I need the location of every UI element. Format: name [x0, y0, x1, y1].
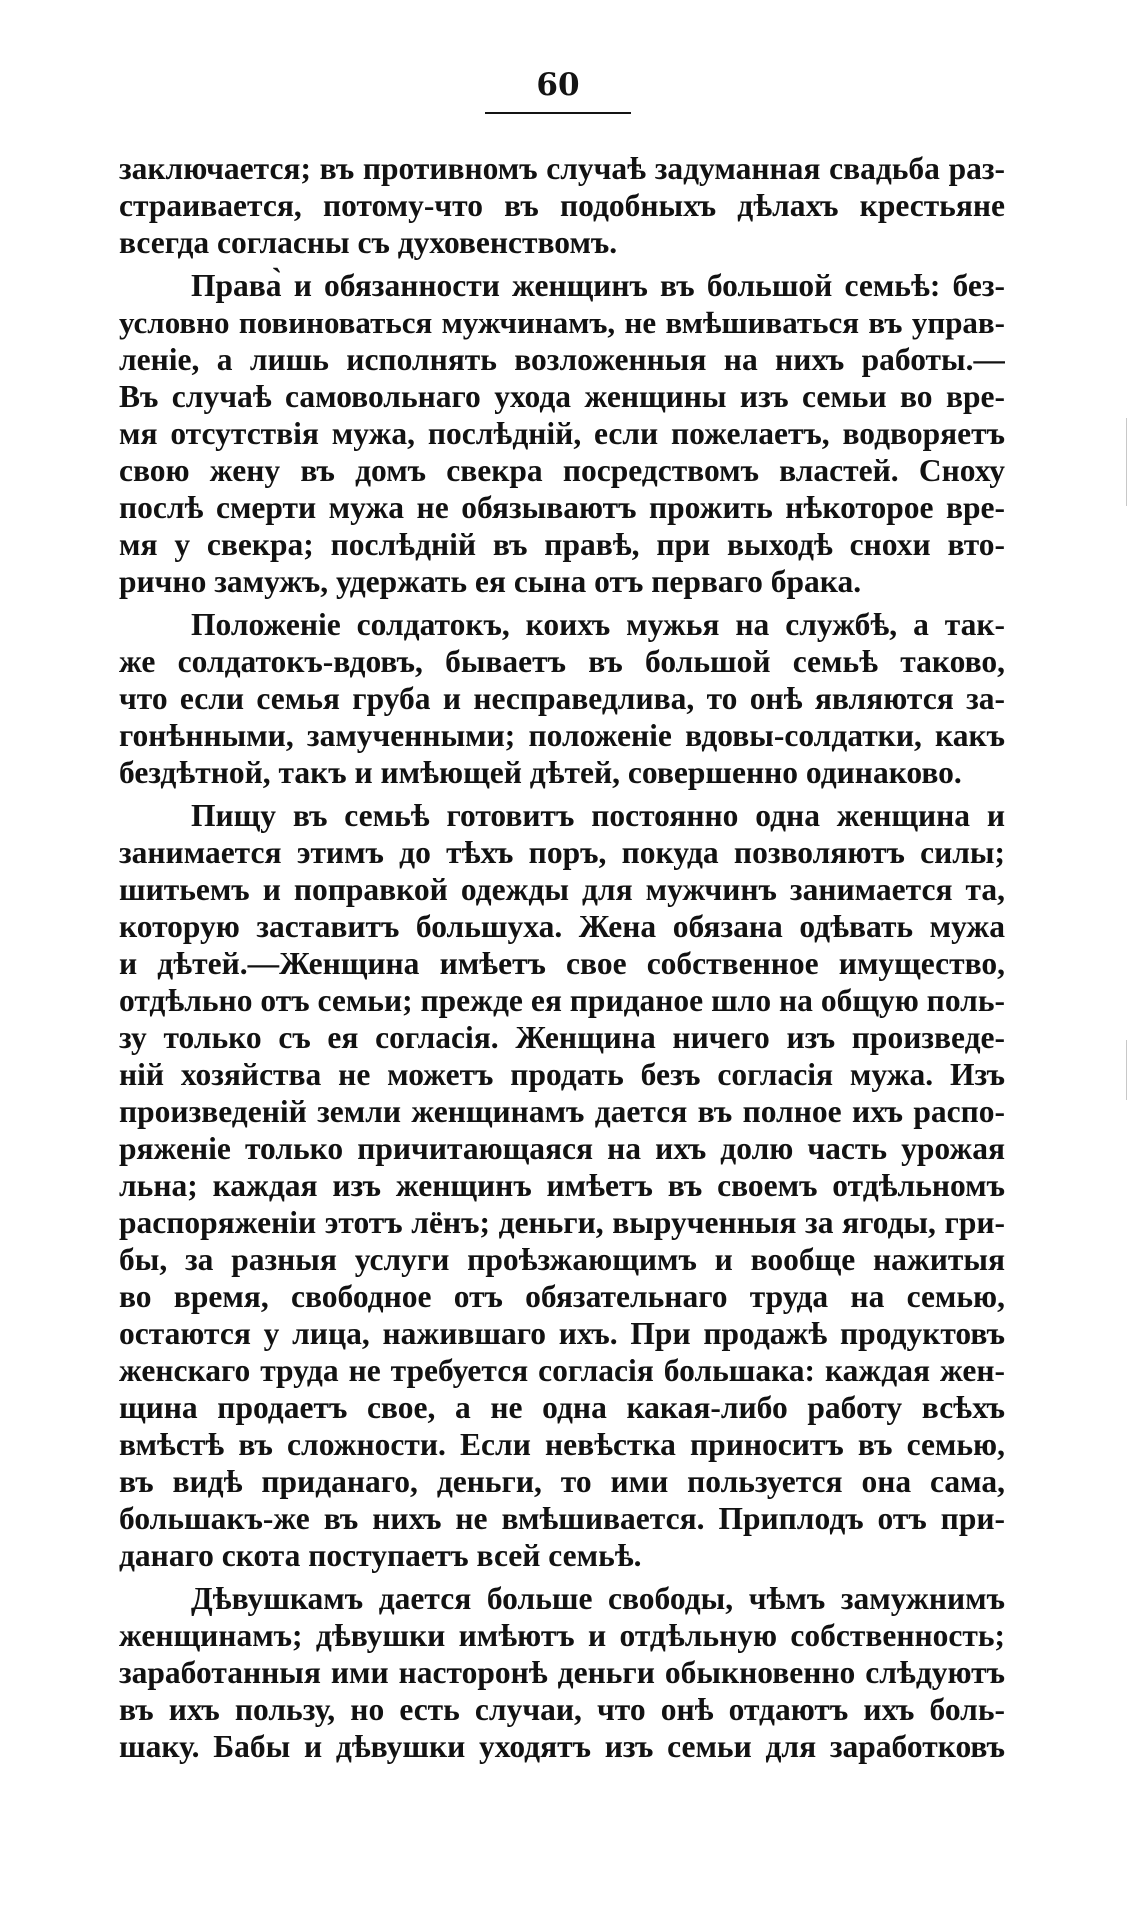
text-line: данаго скота поступаетъ всей семьѣ.: [119, 1538, 642, 1573]
text-line: въ ихъ пользу, но есть случаи, что онѣ отдаютъ ихъ боль-: [119, 1692, 1005, 1727]
text-line: зу только съ ея согласія. Женщина ничего изъ произведе-: [119, 1020, 1005, 1055]
text-line: отдѣльно отъ семьи; прежде ея приданое шло на общую поль-: [119, 983, 1005, 1018]
text-line: Права̀ и обязанности женщинъ въ большой семьѣ: без-: [191, 268, 1005, 303]
text-line: Въ случаѣ самовольнаго ухода женщины изъ семьи во вре-: [119, 379, 1005, 414]
text-line: произведеній земли женщинамъ дается въ полное ихъ распо-: [119, 1094, 1005, 1129]
margin-scan-mark: [1126, 1040, 1127, 1100]
text-line: условно повиноваться мужчинамъ, не вмѣшиваться въ управ-: [119, 305, 1005, 340]
text-line: и дѣтей.—Женщина имѣетъ свое собственное имущество,: [119, 946, 1005, 981]
text-line: большакъ-же въ нихъ не вмѣшивается. Приплодъ отъ при-: [119, 1501, 1005, 1536]
text-line: ній хозяйства не можетъ продать безъ согласія мужа. Изъ: [119, 1057, 1005, 1092]
text-line: Дѣвушкамъ дается больше свободы, чѣмъ замужнимъ: [191, 1581, 1005, 1616]
text-line: льна; каждая изъ женщинъ имѣетъ въ своемъ отдѣльномъ: [119, 1168, 1005, 1203]
text-line: мя отсутствія мужа, послѣдній, если пожелаетъ, водворяетъ: [119, 416, 1005, 451]
margin-scan-mark: [1126, 418, 1127, 506]
text-line: женскаго труда не требуется согласія большака: каждая жен-: [119, 1353, 1005, 1388]
text-line: въ видѣ приданаго, деньги, то ими пользуется она сама,: [119, 1464, 1005, 1499]
text-line: Положеніе солдатокъ, коихъ мужья на службѣ, а так-: [191, 607, 1005, 642]
text-line: заключается; въ противномъ случаѣ задуманная свадьба раз-: [119, 151, 1005, 186]
page-number-rule: [485, 112, 631, 114]
text-line: ряженіе только причитающаяся на ихъ долю часть урожая: [119, 1131, 1005, 1166]
paragraph-4: [119, 797, 1005, 1574]
page-number: 60: [536, 67, 580, 103]
text-line: шаку. Бабы и дѣвушки уходятъ изъ семьи для заработковъ: [119, 1729, 1005, 1764]
text-line: занимается этимъ до тѣхъ поръ, покуда позволяютъ силы;: [119, 835, 1005, 870]
text-line: всегда согласны съ духовенствомъ.: [119, 225, 618, 260]
text-line: бездѣтной, такъ и имѣющей дѣтей, совершенно одинаково.: [119, 755, 962, 790]
text-line: вмѣстѣ въ сложности. Если невѣстка приноситъ въ семью,: [119, 1427, 1005, 1462]
text-line: щина продаетъ свое, а не одна какая-либо работу всѣхъ: [119, 1390, 1005, 1425]
text-line: во время, свободное отъ обязательнаго труда на семью,: [119, 1279, 1005, 1314]
text-line: распоряженіи этотъ лёнъ; деньги, вырученныя за ягоды, гри-: [119, 1205, 1005, 1240]
text-line: Пищу въ семьѣ готовитъ постоянно одна женщина и: [191, 798, 1005, 833]
text-line: гонѣнными, замученными; положеніе вдовы-солдатки, какъ: [119, 718, 1005, 753]
text-line: послѣ смерти мужа не обязываютъ прожить нѣкоторое вре-: [119, 490, 1005, 525]
text-line: бы, за разныя услуги проѣзжающимъ и вообще нажитыя: [119, 1242, 1005, 1277]
text-line: же солдатокъ-вдовъ, бываетъ въ большой семьѣ таково,: [119, 644, 1005, 679]
text-line: что если семья груба и несправедлива, то онѣ являются за-: [119, 681, 1005, 716]
text-line: страивается, потому-что въ подобныхъ дѣлахъ крестьяне: [119, 188, 1005, 223]
text-line: свою жену въ домъ свекра посредствомъ властей. Сноху: [119, 453, 1005, 488]
text-line: рично замужъ, удержать ея сына отъ перваго брака.: [119, 564, 862, 599]
body-text: [119, 150, 1005, 1765]
paragraph-1: [119, 150, 1005, 261]
text-line: мя у свекра; послѣдній въ правѣ, при выходѣ снохи вто-: [119, 527, 1005, 562]
paragraph-5: [119, 1580, 1005, 1765]
text-line: шитьемъ и поправкой одежды для мужчинъ занимается та,: [119, 872, 1005, 907]
text-line: остаются у лица, нажившаго ихъ. При продажѣ продуктовъ: [119, 1316, 1005, 1351]
text-line: заработанныя ими насторонѣ деньги обыкновенно слѣдуютъ: [119, 1655, 1005, 1690]
text-line: леніе, а лишь исполнять возложенныя на нихъ работы.—: [119, 342, 1005, 377]
text-line: женщинамъ; дѣвушки имѣютъ и отдѣльную собственность;: [119, 1618, 1005, 1653]
paragraph-2: [119, 267, 1005, 600]
text-line: которую заставитъ большуха. Жена обязана одѣвать мужа: [119, 909, 1005, 944]
paragraph-3: [119, 606, 1005, 791]
